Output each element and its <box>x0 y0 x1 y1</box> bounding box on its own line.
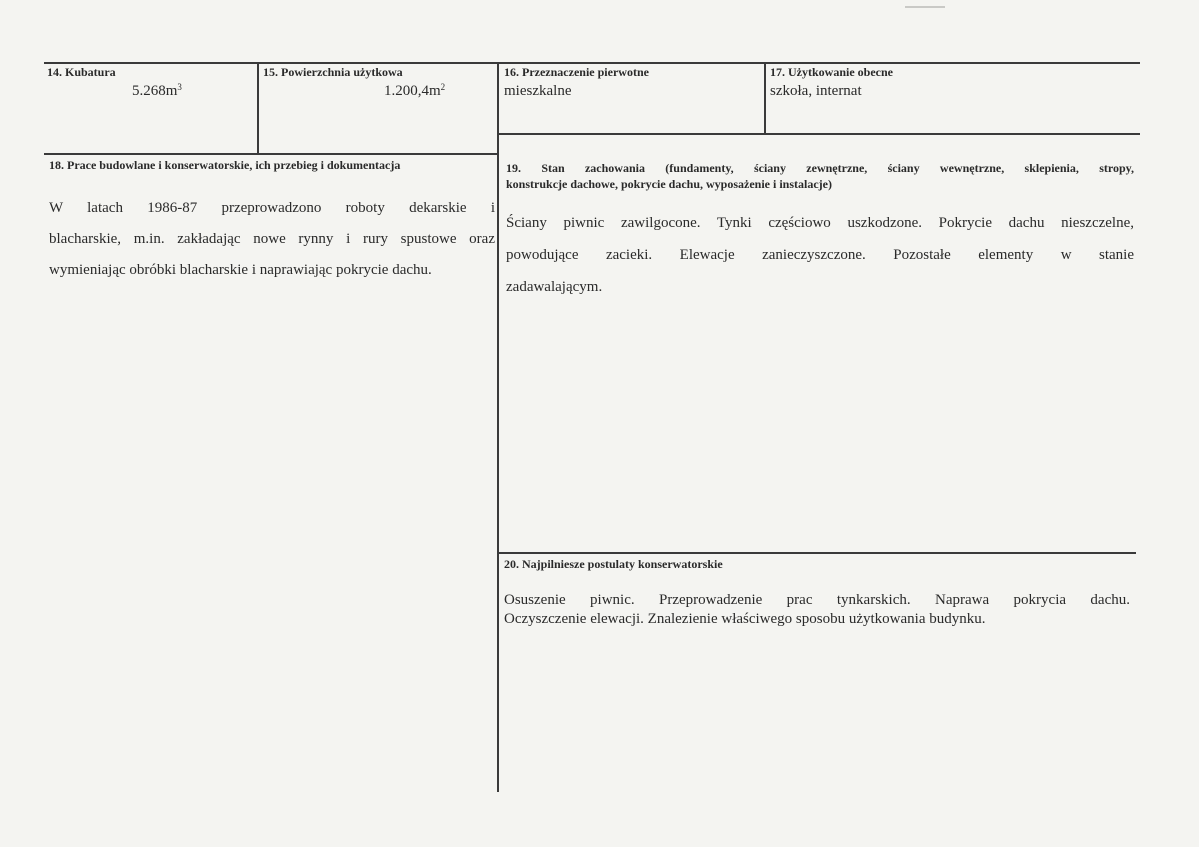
field-19-line: zadawalającym. <box>506 279 603 295</box>
divider-14-15 <box>257 62 259 154</box>
divider-16-17 <box>764 62 766 134</box>
field-20-line: Osuszenie piwnic. Przeprowadzenie prac tynkarskich. Naprawa pokrycia dachu. <box>504 592 1130 608</box>
field-20-text <box>504 591 1130 629</box>
top-edge-mark <box>905 6 945 8</box>
field-16-label: 16. Przeznaczenie pierwotne <box>504 65 649 79</box>
field-20-label: 20. Najpilniesze postulaty konserwatorskie <box>504 557 723 571</box>
field-20-line: Oczyszczenie elewacji. Znalezienie właściwego sposobu użytkowania budynku. <box>504 611 986 627</box>
top-border-line <box>44 62 1140 64</box>
field-19-label-line: 19. Stan zachowania (fundamenty, ściany zewnętrzne, ściany wewnętrzne, sklepienia, stropy, <box>506 161 1134 175</box>
field-19-label-line: konstrukcje dachowe, pokrycie dachu, wyposażenie i instalacje) <box>506 177 832 191</box>
field-14-label: 14. Kubatura <box>47 65 116 79</box>
field-15-superscript: 2 <box>440 82 446 92</box>
field-15-label: 15. Powierzchnia użytkowa <box>263 65 403 79</box>
field-16-value: mieszkalne <box>504 83 572 99</box>
field-19-label <box>506 160 1134 192</box>
field-17-label: 17. Użytkowanie obecne <box>770 65 893 79</box>
field-19-line: Ściany piwnic zawilgocone. Tynki częściowo uszkodzone. Pokrycie dachu nieszczelne, <box>506 215 1134 231</box>
field-19-line: powodujące zacieki. Elewacje zanieczyszczone. Pozostałe elementy w stanie <box>506 247 1134 263</box>
main-vertical-divider <box>497 62 499 792</box>
field-14-value <box>132 82 182 100</box>
field-18-text <box>49 193 495 286</box>
divider-19-20 <box>498 552 1136 554</box>
left-row-divider <box>44 153 498 155</box>
field-18-line: W latach 1986-87 przeprowadzono roboty dekarskie i <box>49 200 495 216</box>
field-19-text <box>506 207 1134 303</box>
field-18-line: wymieniając obróbki blacharskie i naprawiając pokrycie dachu. <box>49 262 432 278</box>
field-15-value <box>384 82 445 100</box>
field-17-value: szkoła, internat <box>770 83 862 99</box>
field-15-value-text: 1.200,4m <box>384 83 441 99</box>
field-18-line: blacharskie, m.in. zakładając nowe rynny i rury spustowe oraz <box>49 231 495 247</box>
right-row-divider <box>498 133 1140 135</box>
field-14-value-text: 5.268m <box>132 83 178 99</box>
field-18-label: 18. Prace budowlane i konserwatorskie, ich przebieg i dokumentacja <box>49 158 401 172</box>
field-14-superscript: 3 <box>177 82 182 92</box>
